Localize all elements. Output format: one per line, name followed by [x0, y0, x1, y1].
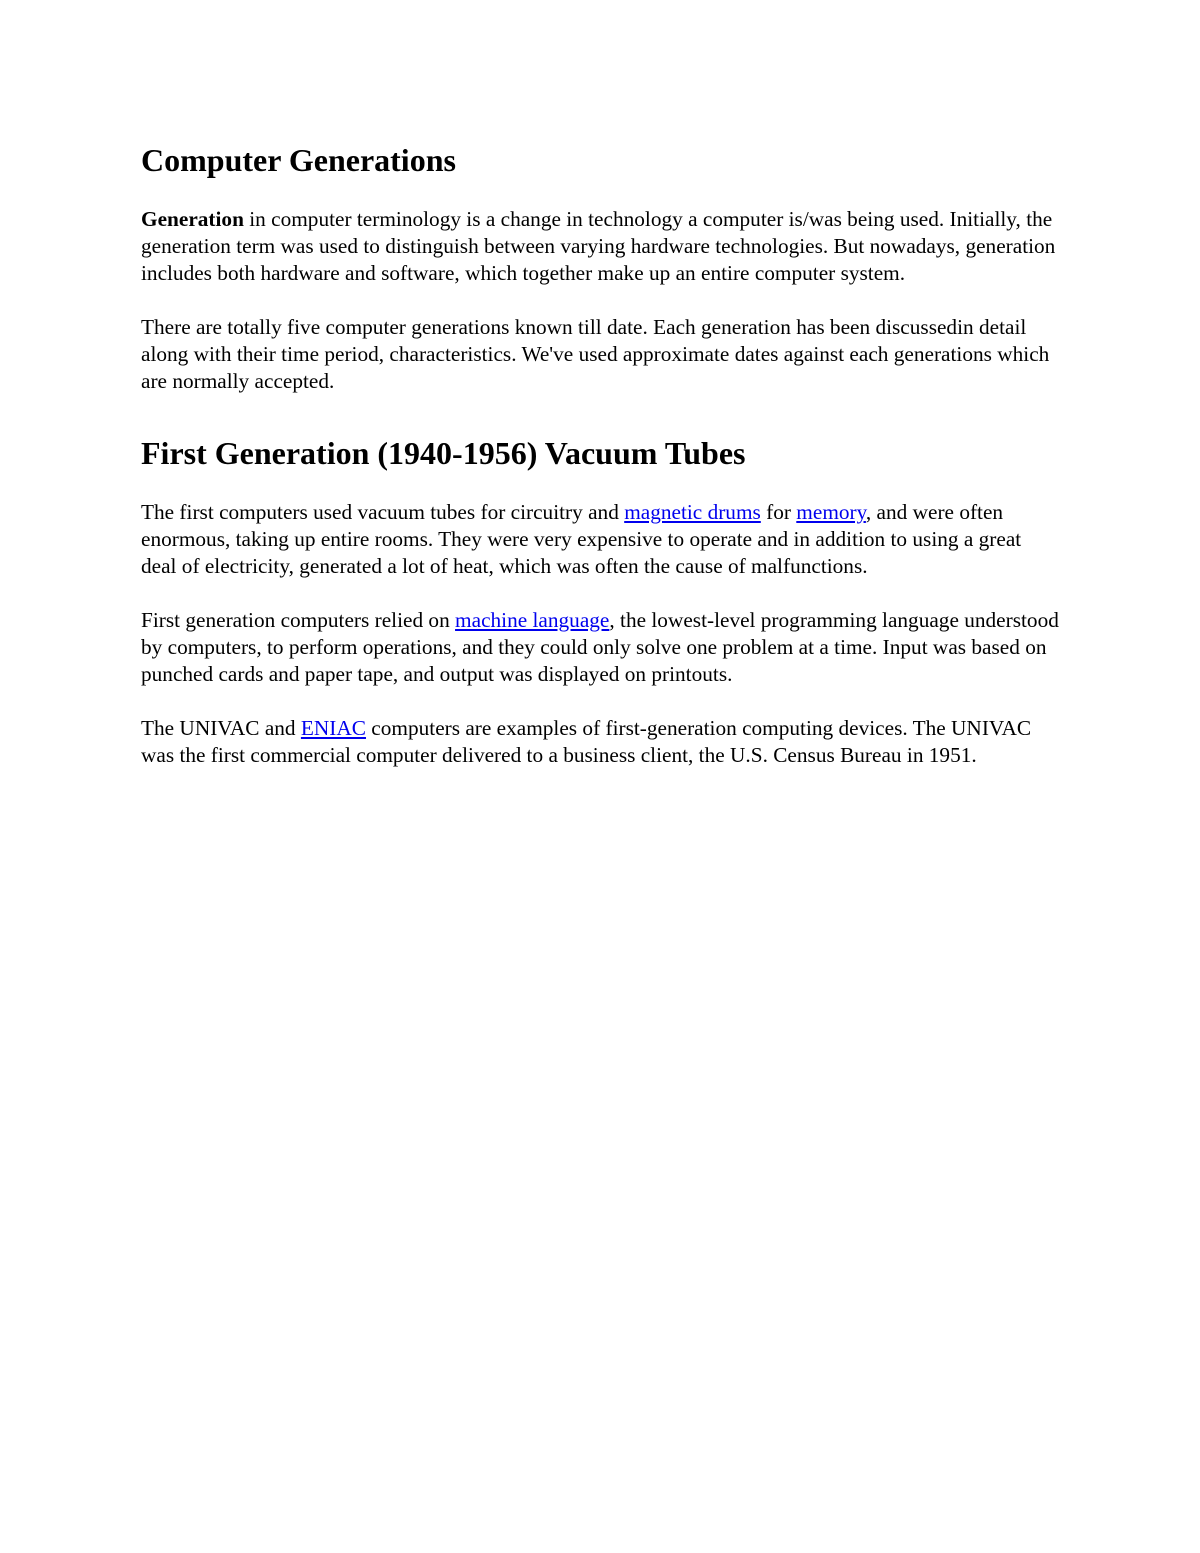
univac-eniac-paragraph [141, 715, 1061, 769]
para4-text-1: First generation computers relied on [141, 608, 456, 632]
vacuum-tubes-paragraph [141, 499, 1061, 580]
machine-language-link[interactable]: machine language [455, 608, 610, 632]
para5-text-1: The UNIVAC and [141, 716, 301, 740]
page-title: Computer Generations [141, 142, 456, 178]
para3-text-3: , and were often enormous, taking up entire rooms. They were very expensive to operate and in addition to using a great deal of electricity, generated a lot of heat, which was often the cause of malfunctions. [141, 500, 1022, 578]
document-page [141, 140, 1061, 769]
para5-text-2: computers are examples of first-generation computing devices. The UNIVAC was the first commercial computer delivered to a business client, the U.S. Census Bureau in 1951. [141, 716, 1032, 767]
para3-text-1: The first computers used vacuum tubes for circuitry and [141, 500, 625, 524]
para4-text-2: , the lowest-level programming language understood by computers, to perform operations, and they could only solve one problem at a time. Input was based on punched cards and paper tape, and output was displayed on printouts. [141, 608, 1059, 686]
para3-text-2: for [760, 500, 797, 524]
intro-bold-term: Generation [141, 207, 244, 231]
memory-link[interactable]: memory [796, 500, 866, 524]
magnetic-drums-link[interactable]: magnetic drums [624, 500, 761, 524]
eniac-link[interactable]: ENIAC [300, 716, 366, 740]
machine-language-paragraph [141, 607, 1061, 688]
generations-overview-paragraph: There are totally five computer generations known till date. Each generation has been discussedin detail along with their time period, characteristics. We've used approximate dates against each generations which are normally accepted. [141, 315, 1050, 393]
intro-text: in computer terminology is a change in technology a computer is/was being used. Initially, the generation term was used to distinguish between varying hardware technologies. But nowadays, generation includes both hardware and software, which together make up an entire computer system. [141, 207, 1056, 285]
section-heading-first-generation: First Generation (1940-1956) Vacuum Tubes [141, 435, 746, 471]
intro-paragraph [141, 206, 1061, 287]
